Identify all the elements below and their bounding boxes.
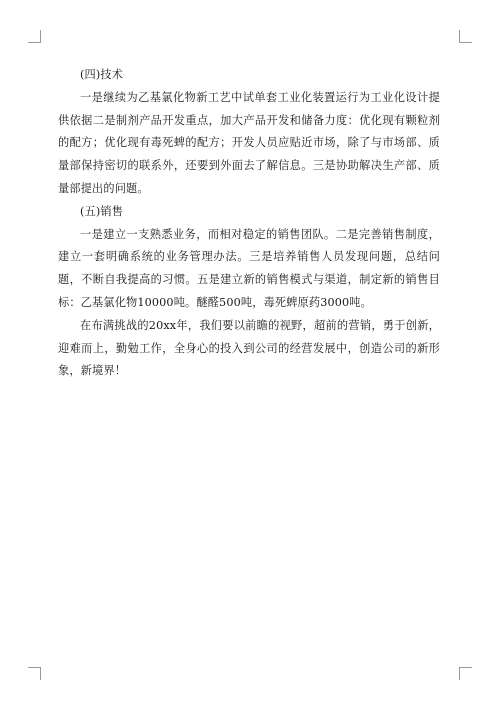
closing-paragraph: 在布满挑战的20xx年，我们要以前瞻的视野，超前的营销，勇于创新，迎难而上，勤勉工作，全身心的投入到公司的经营发展中，创造公司的新形象，新境界！ — [58, 318, 440, 378]
crop-mark-bottom-right — [459, 667, 472, 680]
section-paragraph-technology: 一是继续为乙基氯化物新工艺中试单套工业化装置运行为工业化设计提供依据二是制剂产品开发重点，加大产品开发和储备力度：优化现有颗粒剂的配方；优化现有毒死蜱的配方；开发人员应贴近市场，除了与市场部、质量部保持密切的联系外，还要到外面去了解信息。三是协助解决生产部、质量部提出的问题。 — [58, 90, 440, 195]
crop-mark-top-left — [28, 30, 41, 43]
crop-mark-top-right — [459, 30, 472, 43]
document-body — [58, 64, 440, 383]
section-heading-sales: (五)销售 — [80, 204, 124, 218]
section-heading-technology: (四)技术 — [80, 68, 124, 81]
crop-mark-bottom-left — [28, 667, 41, 680]
section-paragraph-sales: 一是建立一支熟悉业务，而相对稳定的销售团队。二是完善销售制度，建立一套明确系统的业务管理办法。三是培养销售人员发现问题，总结问题，不断自我提高的习惯。五是建立新的销售模式与渠道，制定新的销售目标：乙基氯化物10000吨。醚醛500吨，毒死蜱原药3000吨。 — [58, 227, 440, 309]
